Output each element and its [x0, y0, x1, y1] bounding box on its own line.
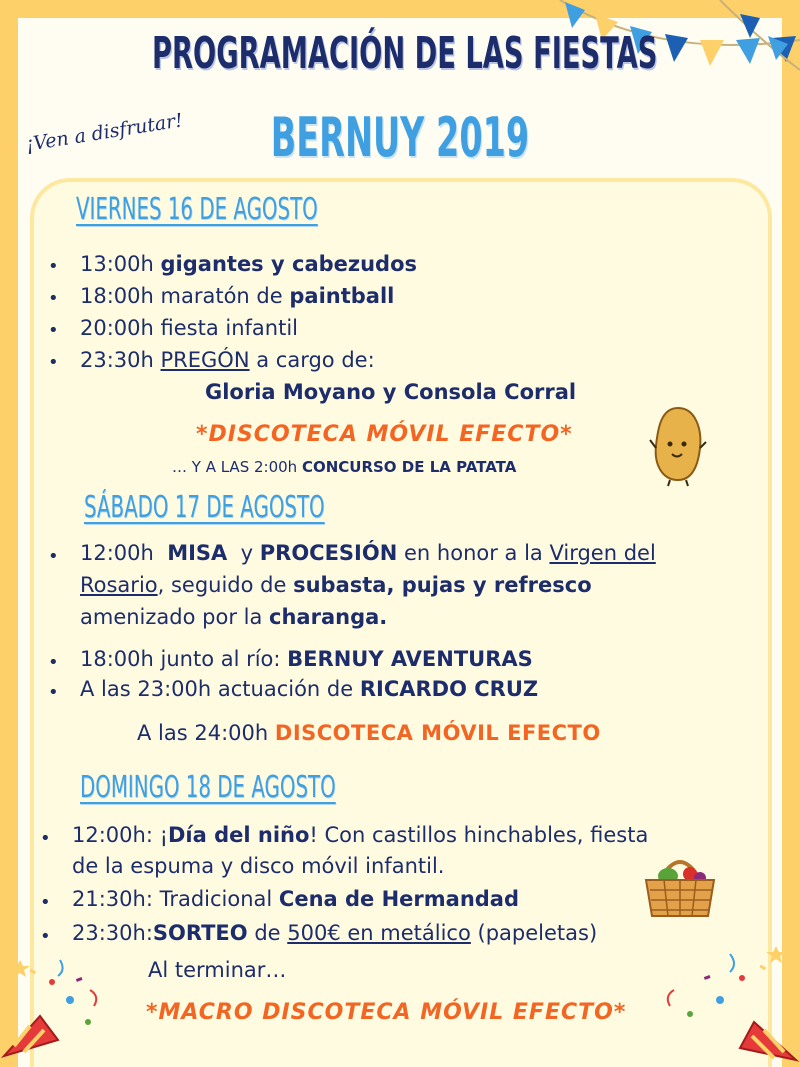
friday-contest: … Y A LAS 2:00h CONCURSO DE LA PATATA [172, 458, 517, 476]
bullet: • [48, 652, 59, 673]
bullet: • [40, 892, 51, 913]
sunday-heading: DOMINGO 18 DE AGOSTO [80, 770, 336, 805]
bullet: • [48, 352, 59, 373]
saturday-disco: A las 24:00h DISCOTECA MÓVIL EFECTO [137, 721, 601, 745]
party-popper-icon [650, 930, 800, 1067]
friday-item-2: 18:00h maratón de paintball [80, 284, 395, 308]
sunday-item-1-line-1: 12:00h: ¡Día del niño! Con castillos hinchables, fiesta [72, 823, 649, 847]
sunday-finale: *MACRO DISCOTECA MÓVIL EFECTO* [146, 1000, 627, 1025]
bullet: • [40, 828, 51, 849]
picnic-basket-icon [638, 850, 722, 920]
tagline: ¡Ven a disfrutar! [24, 109, 185, 156]
party-popper-icon [0, 930, 120, 1067]
friday-item-1: 13:00h gigantes y cabezudos [80, 252, 418, 276]
bullet: • [48, 546, 59, 567]
saturday-item-2: 18:00h junto al río: BERNUY AVENTURAS [80, 647, 533, 671]
saturday-item-1-line-3: amenizado por la charanga. [80, 605, 388, 629]
bullet: • [48, 288, 59, 309]
friday-heading: VIERNES 16 DE AGOSTO [76, 192, 318, 227]
potato-icon [648, 404, 708, 488]
saturday-item-3: A las 23:00h actuación de RICARDO CRUZ [80, 677, 539, 701]
sunday-item-3: 23:30h:SORTEO de 500€ en metálico (papeletas) [72, 921, 598, 945]
page-title: PROGRAMACIÓN DE LAS FIESTAS [152, 28, 658, 79]
bullet: • [40, 926, 51, 947]
bullet: • [48, 682, 59, 703]
sunday-item-1-line-2: de la espuma y disco móvil infantil. [72, 854, 445, 878]
friday-item-4: 23:30h PREGÓN a cargo de: [80, 348, 375, 372]
saturday-item-1-line-2: Rosario, seguido de subasta, pujas y refresco [80, 573, 592, 597]
saturday-heading: SÁBADO 17 DE AGOSTO [84, 490, 325, 525]
friday-disco: *DISCOTECA MÓVIL EFECTO* [196, 422, 573, 447]
bullet: • [48, 320, 59, 341]
friday-guests: Gloria Moyano y Consola Corral [205, 380, 577, 404]
friday-item-3: 20:00h fiesta infantil [80, 316, 298, 340]
sunday-after: Al terminar… [148, 958, 287, 982]
bullet: • [48, 256, 59, 277]
sunday-item-2: 21:30h: Tradicional Cena de Hermandad [72, 887, 520, 911]
saturday-item-1-line-1: 12:00h MISA y PROCESIÓN en honor a la Virgen del [80, 541, 656, 565]
page-subtitle: BERNUY 2019 [270, 106, 530, 169]
